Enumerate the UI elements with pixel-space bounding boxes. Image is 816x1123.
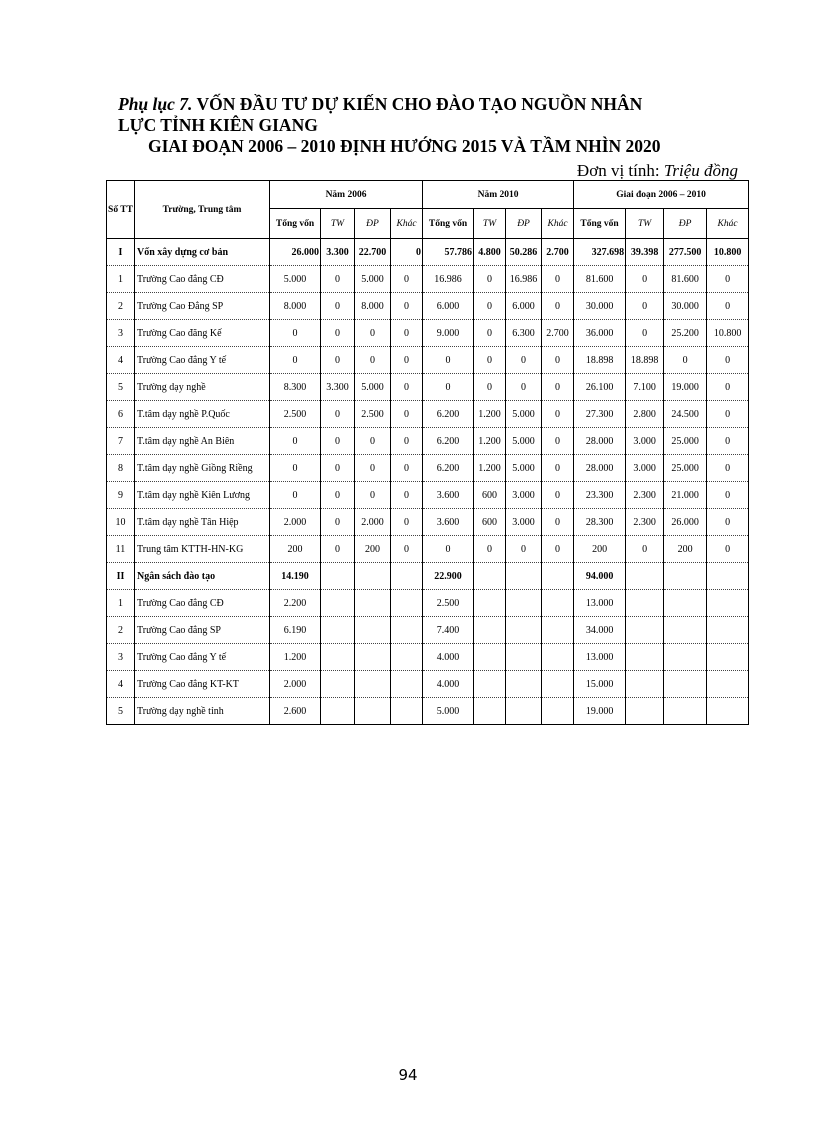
header-group-period: Giai đoạn 2006 – 2010 <box>574 181 749 209</box>
cell-value: 5.000 <box>506 455 542 482</box>
cell-value: 327.698 <box>574 239 626 266</box>
row-name: Trường Cao đẳng Y tế <box>135 644 270 671</box>
cell-value: 0 <box>542 536 574 563</box>
cell-value: 277.500 <box>664 239 707 266</box>
cell-value: 5.000 <box>506 401 542 428</box>
cell-value: 0 <box>391 509 423 536</box>
header-khac: Khác <box>391 209 423 239</box>
row-name: Trường Cao Đẳng SP <box>135 293 270 320</box>
cell-value: 0 <box>391 482 423 509</box>
header-khac: Khác <box>542 209 574 239</box>
row-number: 8 <box>107 455 135 482</box>
cell-value: 10.800 <box>707 320 749 347</box>
cell-value: 0 <box>423 347 474 374</box>
title-line-3: GIAI ĐOẠN 2006 – 2010 ĐỊNH HƯỚNG 2015 VÀ TẦM NHÌN 2020 <box>148 136 661 156</box>
cell-value <box>626 590 664 617</box>
row-name: T.tâm dạy nghề Giồng Riềng <box>135 455 270 482</box>
table-row <box>107 482 749 509</box>
cell-value: 50.286 <box>506 239 542 266</box>
cell-value: 26.000 <box>270 239 321 266</box>
cell-value <box>506 590 542 617</box>
cell-value <box>474 671 506 698</box>
header-dp: ĐP <box>506 209 542 239</box>
table-row <box>107 698 749 725</box>
cell-value <box>474 590 506 617</box>
cell-value <box>664 617 707 644</box>
row-number: 5 <box>107 698 135 725</box>
cell-value: 600 <box>474 482 506 509</box>
cell-value: 0 <box>707 455 749 482</box>
row-name: Trường Cao đẳng Y tế <box>135 347 270 374</box>
cell-value <box>664 698 707 725</box>
cell-value: 2.000 <box>270 509 321 536</box>
cell-value <box>506 698 542 725</box>
cell-value: 28.000 <box>574 455 626 482</box>
cell-value <box>707 590 749 617</box>
cell-value <box>626 698 664 725</box>
cell-value: 2.000 <box>355 509 391 536</box>
cell-value: 0 <box>423 536 474 563</box>
section-name: Vốn xây dựng cơ bản <box>135 239 270 266</box>
cell-value: 0 <box>626 536 664 563</box>
cell-value: 0 <box>270 347 321 374</box>
cell-value: 4.000 <box>423 671 474 698</box>
row-name: T.tâm dạy nghề P.Quốc <box>135 401 270 428</box>
cell-value: 0 <box>506 536 542 563</box>
cell-value: 3.000 <box>626 428 664 455</box>
header-tong-von: Tổng vốn <box>423 209 474 239</box>
cell-value: 6.200 <box>423 401 474 428</box>
cell-value: 4.000 <box>423 644 474 671</box>
cell-value <box>542 617 574 644</box>
cell-value: 0 <box>391 347 423 374</box>
cell-value <box>321 590 355 617</box>
cell-value <box>707 644 749 671</box>
cell-value <box>474 644 506 671</box>
cell-value: 2.800 <box>626 401 664 428</box>
cell-value <box>506 644 542 671</box>
cell-value: 22.700 <box>355 239 391 266</box>
row-name: Trung tâm KTTH-HN-KG <box>135 536 270 563</box>
row-number: 3 <box>107 644 135 671</box>
cell-value: 18.898 <box>626 347 664 374</box>
header-truong: Trường, Trung tâm <box>135 181 270 239</box>
header-tong-von: Tổng vốn <box>270 209 321 239</box>
cell-value: 200 <box>270 536 321 563</box>
cell-value: 2.500 <box>270 401 321 428</box>
cell-value: 0 <box>474 320 506 347</box>
cell-value <box>707 617 749 644</box>
cell-value <box>542 671 574 698</box>
cell-value: 0 <box>542 293 574 320</box>
cell-value: 30.000 <box>574 293 626 320</box>
cell-value: 5.000 <box>423 698 474 725</box>
cell-value: 0 <box>321 536 355 563</box>
cell-value: 57.786 <box>423 239 474 266</box>
cell-value: 39.398 <box>626 239 664 266</box>
cell-value: 6.000 <box>423 293 474 320</box>
cell-value: 0 <box>391 374 423 401</box>
cell-value: 0 <box>270 428 321 455</box>
cell-value: 0 <box>542 482 574 509</box>
cell-value: 2.700 <box>542 320 574 347</box>
table-row <box>107 347 749 374</box>
cell-value: 0 <box>355 320 391 347</box>
cell-value: 3.600 <box>423 509 474 536</box>
cell-value: 0 <box>707 401 749 428</box>
cell-value: 0 <box>321 401 355 428</box>
row-name: T.tâm dạy nghề Tân Hiệp <box>135 509 270 536</box>
cell-value <box>391 698 423 725</box>
cell-value <box>626 563 664 590</box>
cell-value <box>506 617 542 644</box>
cell-value <box>542 698 574 725</box>
cell-value: 8.300 <box>270 374 321 401</box>
cell-value: 0 <box>542 401 574 428</box>
cell-value: 2.000 <box>270 671 321 698</box>
cell-value <box>664 644 707 671</box>
row-name: Trường Cao đẳng SP <box>135 617 270 644</box>
cell-value <box>707 563 749 590</box>
investment-table <box>106 180 749 725</box>
cell-value: 5.000 <box>270 266 321 293</box>
row-number: 1 <box>107 590 135 617</box>
cell-value <box>506 671 542 698</box>
row-number: 5 <box>107 374 135 401</box>
cell-value: 25.200 <box>664 320 707 347</box>
cell-value: 0 <box>321 293 355 320</box>
cell-value: 0 <box>391 428 423 455</box>
row-name: Trường Cao đẳng CĐ <box>135 590 270 617</box>
cell-value: 0 <box>542 266 574 293</box>
table-row <box>107 320 749 347</box>
cell-value: 0 <box>542 374 574 401</box>
table-row <box>107 509 749 536</box>
table-row <box>107 455 749 482</box>
cell-value <box>355 671 391 698</box>
cell-value <box>321 644 355 671</box>
cell-value: 81.600 <box>664 266 707 293</box>
cell-value: 0 <box>391 455 423 482</box>
header-tw: TW <box>321 209 355 239</box>
row-name: Trường dạy nghề tỉnh <box>135 698 270 725</box>
cell-value: 94.000 <box>574 563 626 590</box>
cell-value: 0 <box>626 266 664 293</box>
cell-value <box>391 590 423 617</box>
cell-value <box>664 590 707 617</box>
cell-value: 2.300 <box>626 509 664 536</box>
cell-value <box>391 617 423 644</box>
section-row <box>107 239 749 266</box>
cell-value <box>626 671 664 698</box>
cell-value: 22.900 <box>423 563 474 590</box>
table-row <box>107 266 749 293</box>
cell-value: 2.500 <box>423 590 474 617</box>
cell-value <box>542 644 574 671</box>
cell-value: 0 <box>664 347 707 374</box>
row-name: Trường Cao đẳng KT-KT <box>135 671 270 698</box>
section-row <box>107 563 749 590</box>
cell-value: 3.000 <box>506 482 542 509</box>
cell-value <box>542 590 574 617</box>
cell-value: 23.300 <box>574 482 626 509</box>
table-row <box>107 644 749 671</box>
cell-value <box>474 698 506 725</box>
table-row <box>107 428 749 455</box>
cell-value: 6.200 <box>423 428 474 455</box>
header-group-2010: Năm 2010 <box>423 181 574 209</box>
cell-value: 200 <box>355 536 391 563</box>
cell-value: 0 <box>391 536 423 563</box>
header-tw: TW <box>474 209 506 239</box>
cell-value: 3.300 <box>321 239 355 266</box>
cell-value <box>391 644 423 671</box>
cell-value: 2.700 <box>542 239 574 266</box>
section-number: I <box>107 239 135 266</box>
cell-value: 36.000 <box>574 320 626 347</box>
row-number: 9 <box>107 482 135 509</box>
cell-value <box>321 698 355 725</box>
cell-value: 6.300 <box>506 320 542 347</box>
cell-value: 0 <box>626 293 664 320</box>
cell-value: 0 <box>355 482 391 509</box>
cell-value: 26.000 <box>664 509 707 536</box>
cell-value <box>355 644 391 671</box>
cell-value <box>474 617 506 644</box>
row-number: 6 <box>107 401 135 428</box>
row-name: Trường Cao đẳng CĐ <box>135 266 270 293</box>
row-number: 3 <box>107 320 135 347</box>
cell-value: 6.200 <box>423 455 474 482</box>
cell-value: 30.000 <box>664 293 707 320</box>
unit-note <box>577 161 738 181</box>
cell-value: 3.600 <box>423 482 474 509</box>
cell-value: 1.200 <box>474 428 506 455</box>
cell-value: 8.000 <box>270 293 321 320</box>
cell-value: 1.200 <box>474 401 506 428</box>
cell-value: 3.000 <box>626 455 664 482</box>
cell-value: 34.000 <box>574 617 626 644</box>
cell-value: 200 <box>664 536 707 563</box>
cell-value: 0 <box>707 374 749 401</box>
cell-value: 2.200 <box>270 590 321 617</box>
cell-value: 0 <box>391 266 423 293</box>
page-number: 94 <box>398 1066 418 1084</box>
cell-value: 19.000 <box>574 698 626 725</box>
section-name: Ngân sách đào tạo <box>135 563 270 590</box>
row-number: 4 <box>107 671 135 698</box>
cell-value: 26.100 <box>574 374 626 401</box>
page-title <box>118 94 758 157</box>
table-row <box>107 536 749 563</box>
cell-value: 0 <box>707 482 749 509</box>
cell-value: 0 <box>355 455 391 482</box>
section-number: II <box>107 563 135 590</box>
cell-value: 18.898 <box>574 347 626 374</box>
cell-value: 21.000 <box>664 482 707 509</box>
table-row <box>107 401 749 428</box>
header-row-1 <box>107 181 749 209</box>
row-number: 4 <box>107 347 135 374</box>
cell-value: 25.000 <box>664 455 707 482</box>
cell-value: 0 <box>355 347 391 374</box>
row-name: T.tâm dạy nghề Kiên Lương <box>135 482 270 509</box>
cell-value: 0 <box>391 239 423 266</box>
header-tw: TW <box>626 209 664 239</box>
cell-value: 24.500 <box>664 401 707 428</box>
unit-value: Triệu đồng <box>659 161 738 180</box>
cell-value: 0 <box>474 293 506 320</box>
cell-value: 0 <box>391 293 423 320</box>
cell-value: 0 <box>355 428 391 455</box>
cell-value: 19.000 <box>664 374 707 401</box>
row-name: T.tâm dạy nghề An Biên <box>135 428 270 455</box>
cell-value: 28.300 <box>574 509 626 536</box>
row-number: 2 <box>107 617 135 644</box>
cell-value: 81.600 <box>574 266 626 293</box>
cell-value: 25.000 <box>664 428 707 455</box>
cell-value <box>391 563 423 590</box>
cell-value <box>321 671 355 698</box>
cell-value: 0 <box>474 374 506 401</box>
cell-value: 3.300 <box>321 374 355 401</box>
header-tong-von: Tổng vốn <box>574 209 626 239</box>
title-text-1: VỐN ĐẦU TƯ DỰ KIẾN CHO ĐÀO TẠO NGUỒN NHÂN <box>192 94 643 114</box>
cell-value <box>355 617 391 644</box>
cell-value: 0 <box>542 428 574 455</box>
row-name: Trường Cao đăng Kế <box>135 320 270 347</box>
cell-value <box>474 563 506 590</box>
cell-value <box>321 563 355 590</box>
cell-value: 0 <box>423 374 474 401</box>
cell-value: 0 <box>707 347 749 374</box>
header-so-tt: Số TT <box>107 181 135 239</box>
table-row <box>107 617 749 644</box>
row-number: 11 <box>107 536 135 563</box>
cell-value: 0 <box>321 347 355 374</box>
cell-value: 13.000 <box>574 644 626 671</box>
cell-value: 0 <box>707 293 749 320</box>
cell-value: 0 <box>542 509 574 536</box>
cell-value: 0 <box>542 455 574 482</box>
cell-value: 0 <box>391 320 423 347</box>
cell-value: 1.200 <box>474 455 506 482</box>
cell-value: 4.800 <box>474 239 506 266</box>
cell-value: 0 <box>321 455 355 482</box>
unit-label: Đơn vị tính: <box>576 161 660 180</box>
cell-value: 0 <box>391 401 423 428</box>
cell-value: 14.190 <box>270 563 321 590</box>
cell-value <box>664 671 707 698</box>
cell-value: 600 <box>474 509 506 536</box>
row-number: 2 <box>107 293 135 320</box>
cell-value <box>355 698 391 725</box>
cell-value: 0 <box>474 536 506 563</box>
cell-value: 5.000 <box>355 374 391 401</box>
row-name: Trường dạy nghề <box>135 374 270 401</box>
cell-value: 0 <box>542 347 574 374</box>
cell-value: 7.100 <box>626 374 664 401</box>
cell-value: 0 <box>321 482 355 509</box>
cell-value: 2.300 <box>626 482 664 509</box>
cell-value: 27.300 <box>574 401 626 428</box>
cell-value <box>664 563 707 590</box>
cell-value <box>626 644 664 671</box>
cell-value: 6.190 <box>270 617 321 644</box>
cell-value: 0 <box>321 509 355 536</box>
cell-value: 7.400 <box>423 617 474 644</box>
cell-value: 1.200 <box>270 644 321 671</box>
cell-value: 0 <box>626 320 664 347</box>
cell-value: 0 <box>707 428 749 455</box>
cell-value: 5.000 <box>506 428 542 455</box>
row-number: 1 <box>107 266 135 293</box>
cell-value <box>355 590 391 617</box>
cell-value: 6.000 <box>506 293 542 320</box>
cell-value: 0 <box>474 347 506 374</box>
appendix-label: Phụ lục 7. <box>118 94 193 114</box>
cell-value: 13.000 <box>574 590 626 617</box>
cell-value: 0 <box>474 266 506 293</box>
cell-value: 2.500 <box>355 401 391 428</box>
header-group-2006: Năm 2006 <box>270 181 423 209</box>
header-dp: ĐP <box>355 209 391 239</box>
cell-value: 5.000 <box>355 266 391 293</box>
table-row <box>107 293 749 320</box>
cell-value: 0 <box>270 320 321 347</box>
header-khac: Khác <box>707 209 749 239</box>
cell-value <box>707 671 749 698</box>
cell-value: 0 <box>707 536 749 563</box>
cell-value: 8.000 <box>355 293 391 320</box>
cell-value: 0 <box>321 428 355 455</box>
cell-value <box>707 698 749 725</box>
header-dp: ĐP <box>664 209 707 239</box>
title-line-1 <box>118 94 758 115</box>
cell-value: 15.000 <box>574 671 626 698</box>
cell-value <box>321 617 355 644</box>
title-line-2: LỰC TỈNH KIÊN GIANG <box>118 115 318 135</box>
cell-value: 16.986 <box>506 266 542 293</box>
cell-value <box>391 671 423 698</box>
cell-value: 3.000 <box>506 509 542 536</box>
cell-value: 16.986 <box>423 266 474 293</box>
row-number: 10 <box>107 509 135 536</box>
cell-value <box>506 563 542 590</box>
cell-value: 0 <box>707 266 749 293</box>
cell-value <box>542 563 574 590</box>
cell-value <box>355 563 391 590</box>
cell-value: 9.000 <box>423 320 474 347</box>
cell-value: 0 <box>506 374 542 401</box>
cell-value: 200 <box>574 536 626 563</box>
table-row <box>107 374 749 401</box>
cell-value <box>626 617 664 644</box>
cell-value: 28.000 <box>574 428 626 455</box>
cell-value: 0 <box>321 320 355 347</box>
cell-value: 0 <box>707 509 749 536</box>
cell-value: 0 <box>270 455 321 482</box>
table-row <box>107 590 749 617</box>
cell-value: 0 <box>506 347 542 374</box>
cell-value: 2.600 <box>270 698 321 725</box>
cell-value: 10.800 <box>707 239 749 266</box>
cell-value: 0 <box>270 482 321 509</box>
table-row <box>107 671 749 698</box>
row-number: 7 <box>107 428 135 455</box>
cell-value: 0 <box>321 266 355 293</box>
